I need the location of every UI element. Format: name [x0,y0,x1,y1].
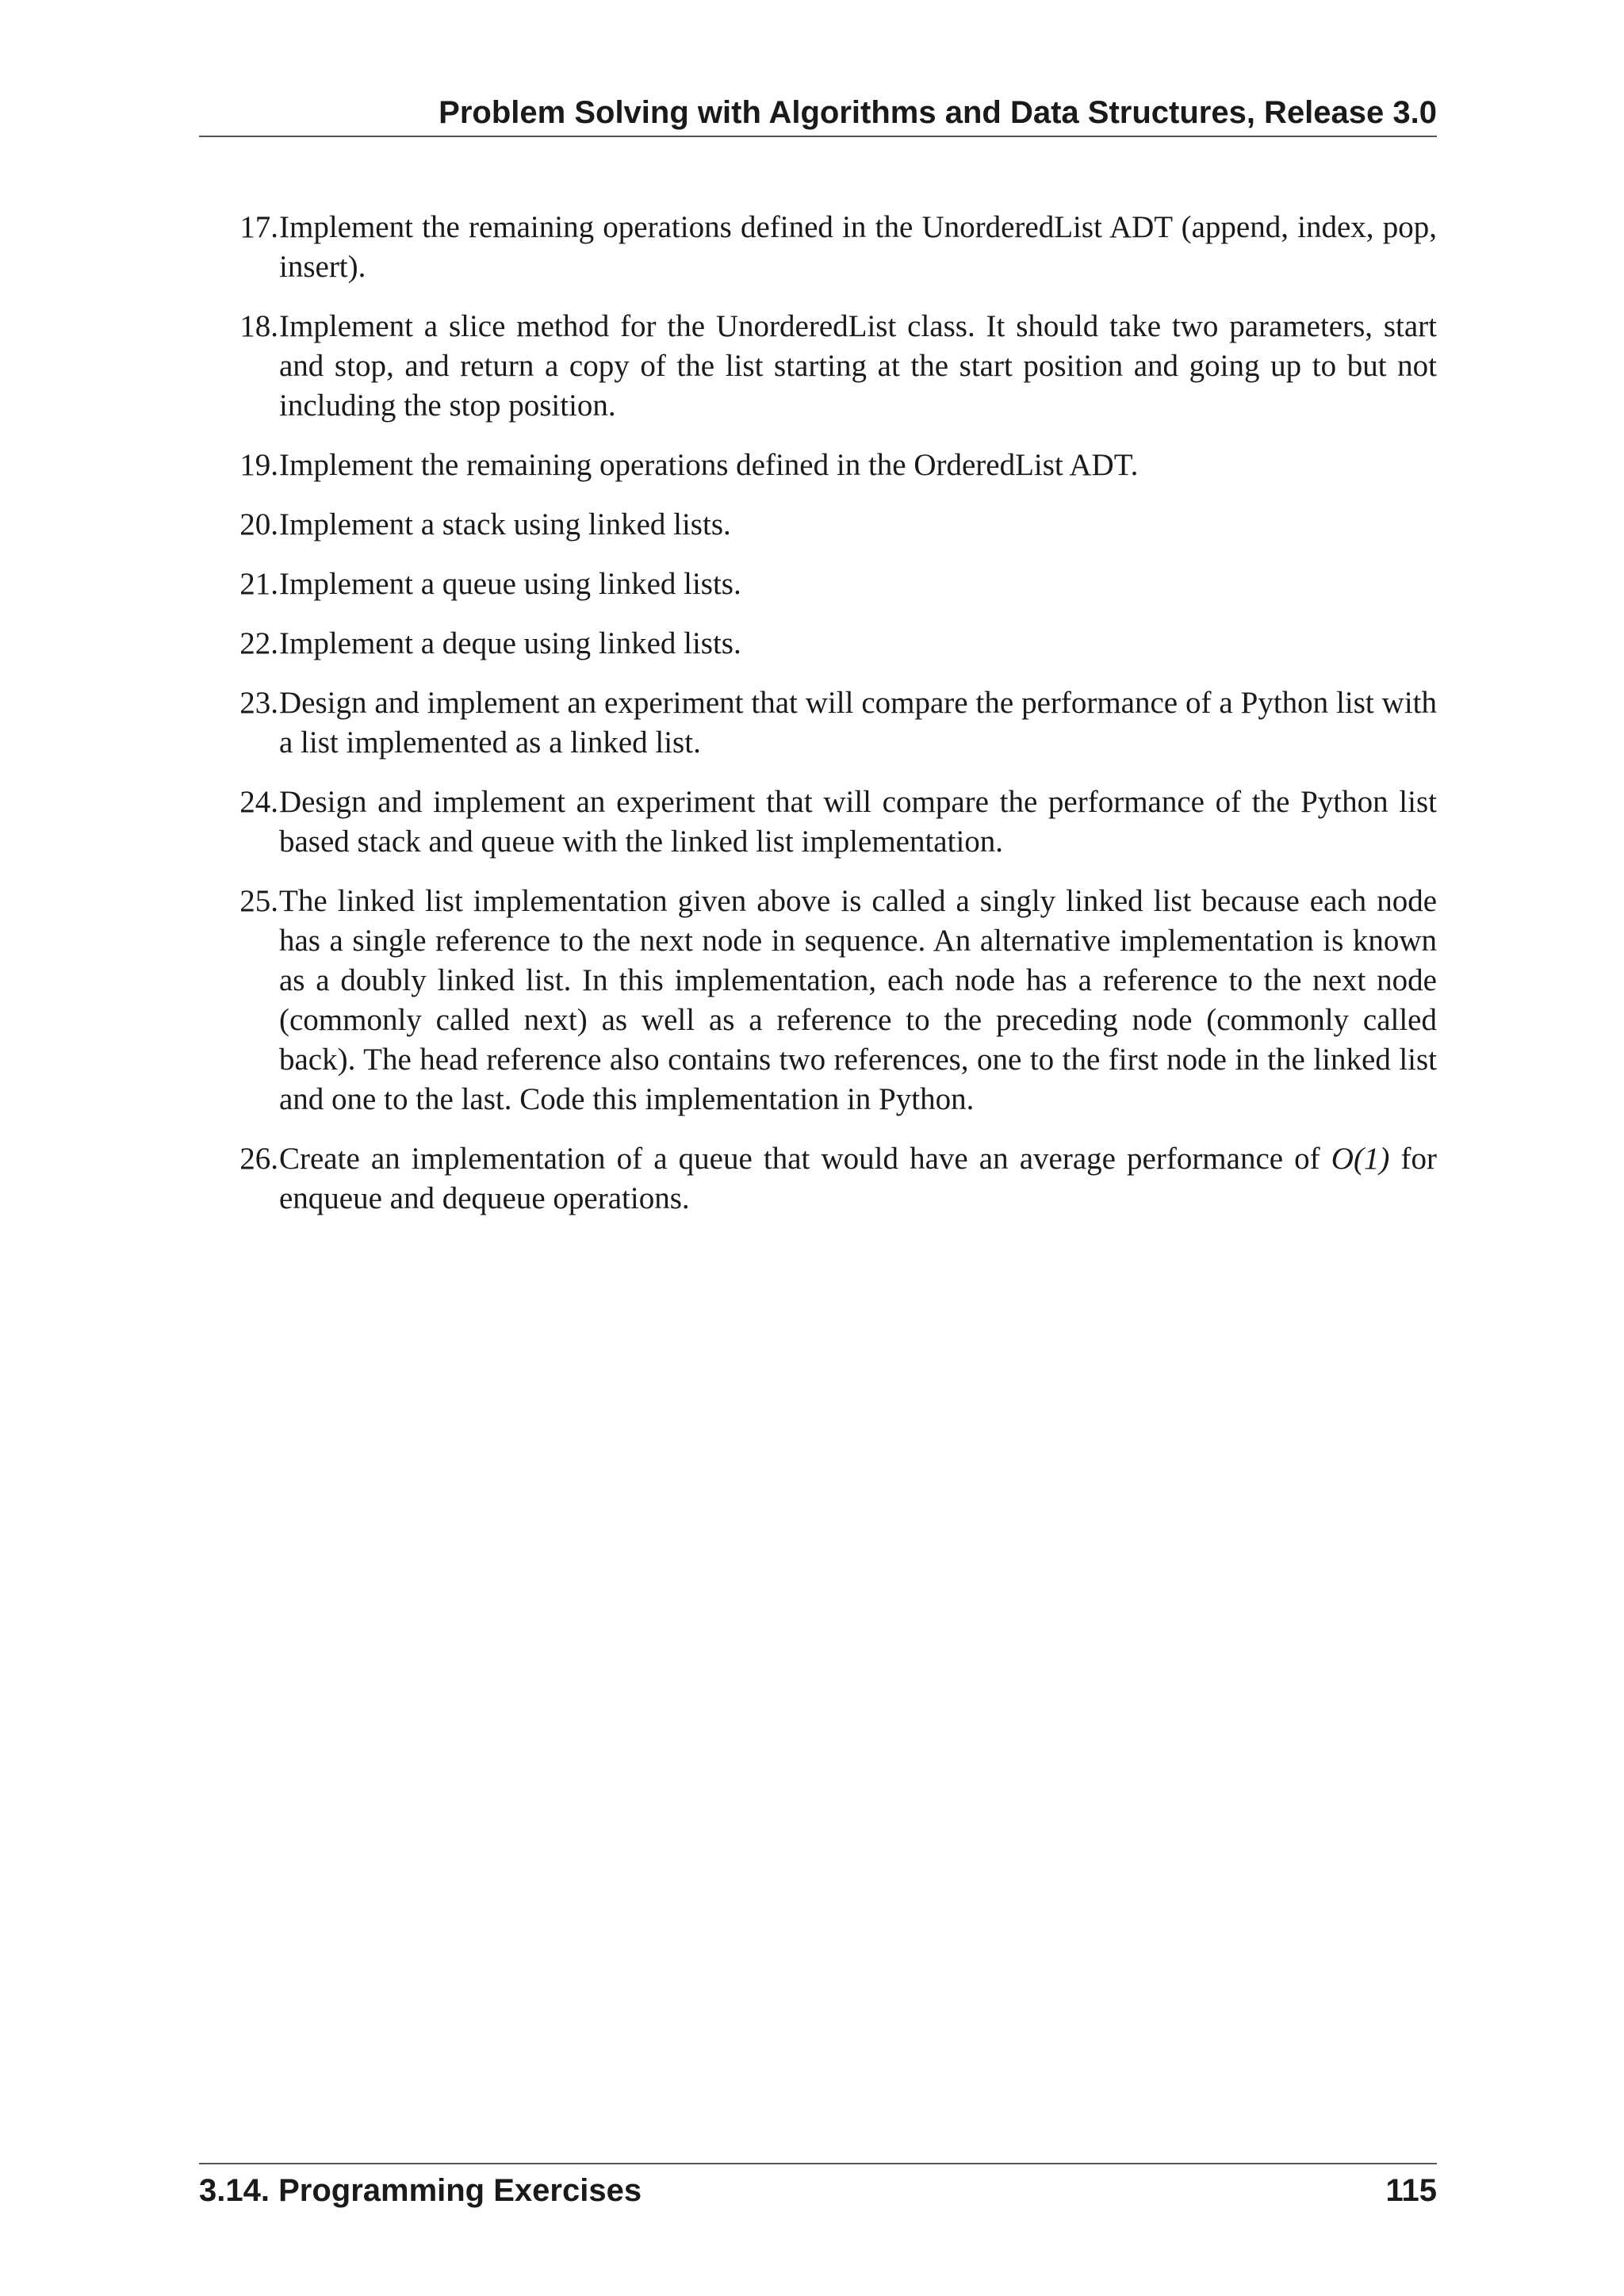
exercise-text-before-math: Create an implementation of a queue that would have an average performance of [279,1142,1320,1176]
exercise-text [278,1139,1437,1219]
exercise-item-21 [199,564,1437,604]
exercise-item-25 [199,882,1437,1119]
exercise-number: 21. [239,567,278,601]
footer-divider [199,2163,1437,2164]
exercise-item-23 [199,683,1437,763]
exercise-list [199,208,1437,1238]
exercise-item-18 [199,307,1437,426]
exercise-number: 20. [239,507,278,541]
exercise-number: 23. [239,686,278,720]
exercise-item-26 [199,1139,1437,1219]
exercise-item-22 [199,624,1437,664]
exercise-item-19 [199,446,1437,485]
exercise-item-20 [199,505,1437,545]
exercise-text: Implement a queue using linked lists. [279,567,741,601]
exercise-number: 25. [239,884,278,918]
exercise-text: Implement the remaining operations defined in the UnorderedList ADT (append, index, pop, insert). [279,210,1437,284]
exercise-number: 26. [239,1142,278,1176]
exercise-number: 18. [239,309,278,343]
exercise-number: 17. [239,210,278,244]
exercise-text: Design and implement an experiment that will compare the performance of the Python list based stack and queue with the linked list implementation. [279,785,1437,859]
exercise-text: Implement a slice method for the UnorderedList class. It should take two parameters, start and stop, and return a copy of the list starting at the start position and going up to but not including the stop position. [279,309,1437,423]
exercise-number: 19. [239,448,278,482]
running-footer [199,2172,1437,2210]
page-number: 115 [1385,2173,1437,2208]
exercise-item-17 [199,208,1437,287]
footer-section-title: 3.14. Programming Exercises [199,2173,642,2208]
big-o-notation: O(1) [1331,1142,1390,1176]
exercise-item-24 [199,783,1437,862]
running-header: Problem Solving with Algorithms and Data Structures, Release 3.0 [439,95,1437,130]
exercise-number: 22. [239,626,278,660]
exercise-text-after-math: for enqueue and dequeue operations. [279,1142,1438,1215]
exercise-text: Implement the remaining operations defined in the OrderedList ADT. [279,448,1139,482]
exercise-text: Implement a stack using linked lists. [279,507,731,541]
exercise-text: Implement a deque using linked lists. [279,626,741,660]
header-divider [199,136,1437,137]
exercise-text: The linked list implementation given above is called a singly linked list because each node has a single reference to the next node in sequence. An alternative implementation is known as a doubly linked list. In this implementation, each node has a reference to the next node (commonly called next) as well as a reference to the preceding node (commonly called back). The head reference also contains two references, one to the first node in the linked list and one to the last. Code this implementation in Python. [279,884,1437,1116]
exercise-number: 24. [239,785,278,819]
exercise-text: Design and implement an experiment that will compare the performance of a Python list with a list implemented as a linked list. [279,686,1437,760]
